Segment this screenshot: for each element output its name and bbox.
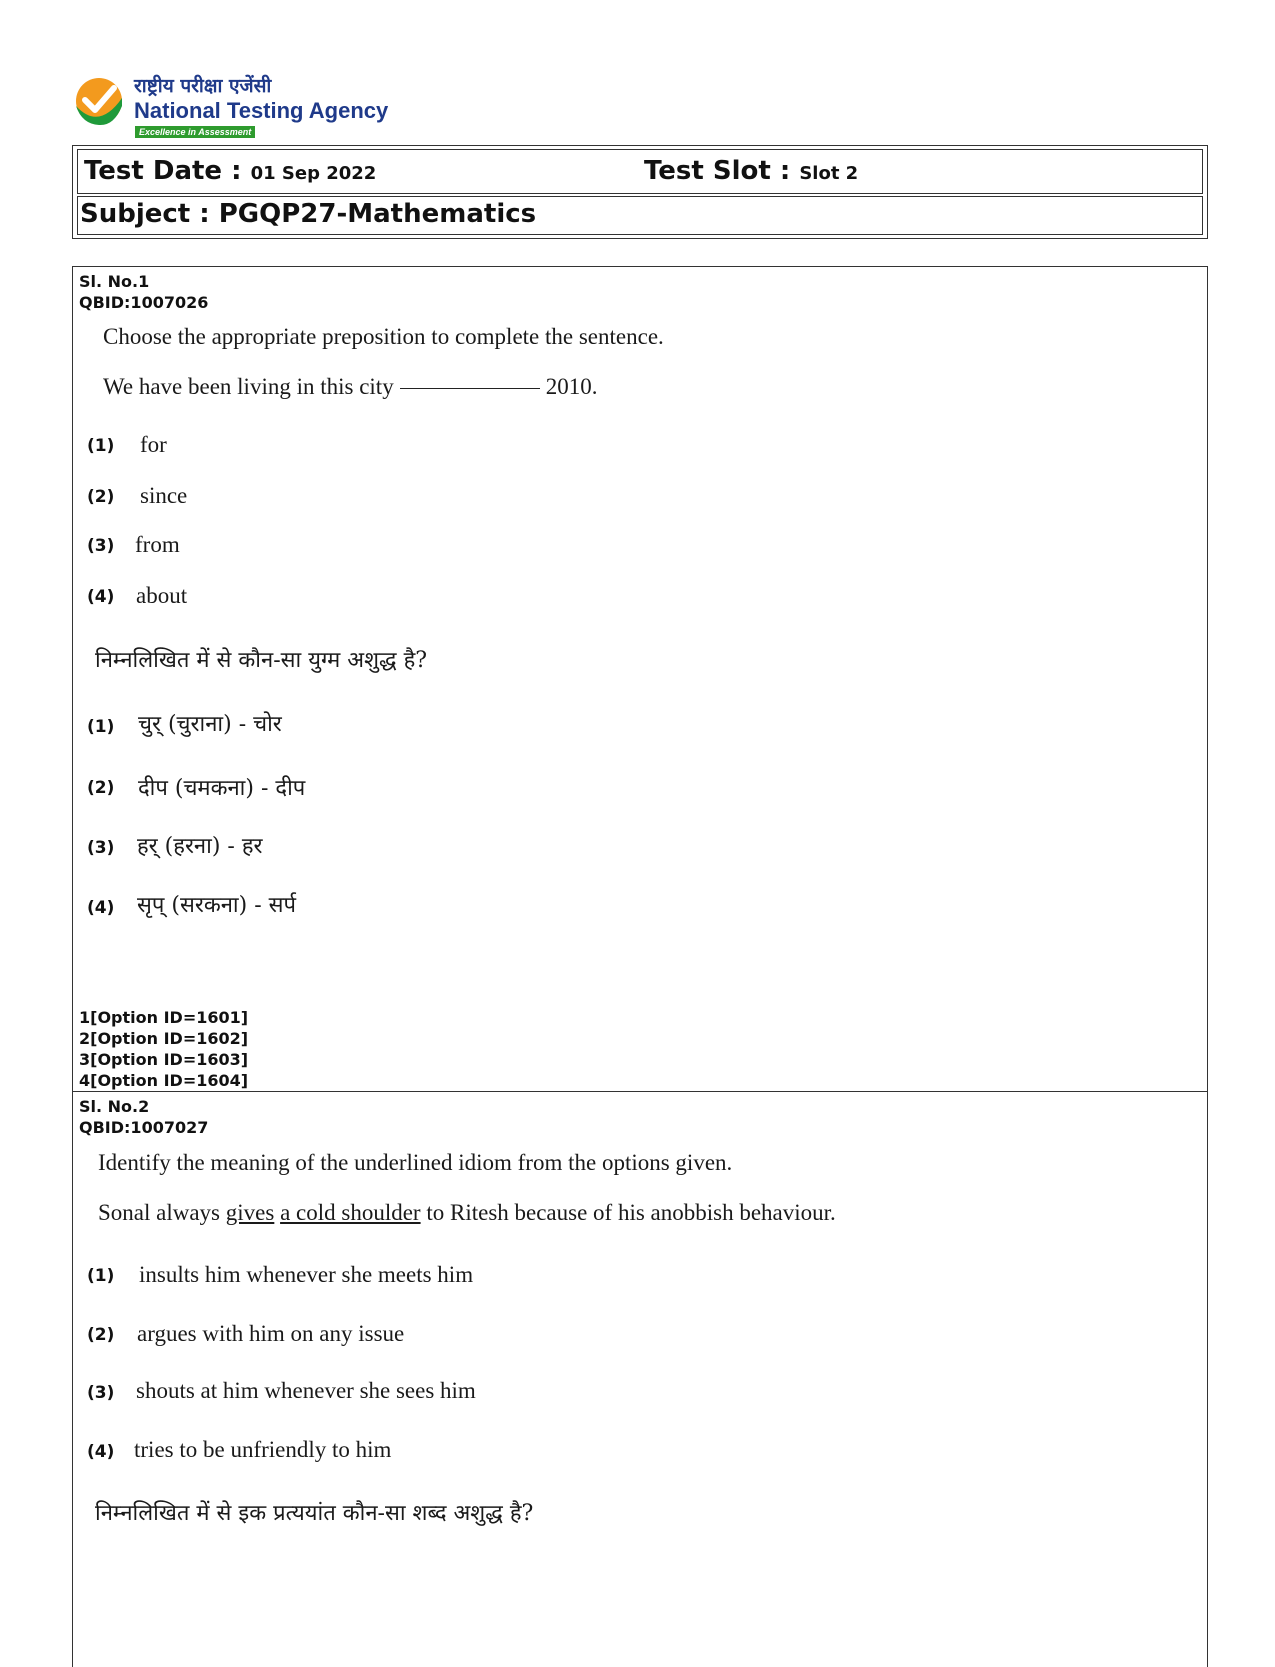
option-text: since: [140, 483, 188, 508]
org-tagline: Excellence in Assessment: [135, 126, 255, 138]
test-slot-value: Slot 2: [799, 163, 859, 184]
option-number: (3): [87, 838, 115, 858]
option-number: (2): [87, 487, 115, 507]
option-number: (1): [87, 717, 115, 737]
option-id: 4[Option ID=1604]: [79, 1071, 249, 1090]
option-text: tries to be unfriendly to him: [134, 1437, 392, 1462]
test-date-label: Test Date :: [84, 156, 242, 186]
question-divider: [73, 1091, 1207, 1092]
option-id-list: [79, 1007, 248, 1091]
question-qbid: QBID:1007027: [79, 1118, 209, 1137]
option-text-hindi: चुर् (चुराना) - चोर: [138, 712, 282, 737]
org-name-hindi: राष्ट्रीय परीक्षा एजेंसी: [134, 75, 272, 97]
nta-logo: [74, 72, 404, 142]
question-qbid: QBID:1007026: [79, 293, 209, 312]
sentence-part-1: Sonal always: [98, 1200, 221, 1225]
underlined-idiom: a cold shoulder: [280, 1200, 421, 1225]
question-2-meta: [79, 1096, 208, 1138]
question-2-sentence: [98, 1200, 836, 1226]
option-id: 3[Option ID=1603]: [79, 1050, 249, 1069]
question-sl-no: Sl. No.1: [79, 272, 150, 291]
option-text: insults him whenever she meets him: [139, 1262, 474, 1287]
sentence-after: 2010.: [545, 374, 598, 399]
option-number: (2): [87, 778, 115, 798]
test-slot-label: Test Slot :: [644, 156, 791, 186]
nta-checkmark-logo-icon: [74, 76, 124, 126]
question-2-hindi-prompt: निम्नलिखित में से इक प्रत्ययांत कौन-सा शब्द अशुद्ध है?: [95, 1501, 534, 1526]
option-text: about: [136, 583, 188, 608]
option-id: 1[Option ID=1601]: [79, 1008, 249, 1027]
test-date-value: 01 Sep 2022: [250, 163, 377, 184]
test-info-table: [72, 145, 1208, 239]
test-slot: [644, 156, 858, 186]
option-text: shouts at him whenever she sees him: [136, 1378, 476, 1403]
question-1-hindi-prompt: निम्नलिखित में से कौन-सा युग्म अशुद्ध है?: [95, 648, 428, 673]
question-1-prompt: Choose the appropriate preposition to complete the sentence.: [103, 324, 664, 349]
sentence-part-2: to Ritesh because of his anobbish behaviour.: [426, 1200, 836, 1225]
option-number: (3): [87, 1383, 115, 1403]
option-text-hindi: दीप (चमकना) - दीप: [138, 776, 306, 801]
option-text: argues with him on any issue: [137, 1321, 405, 1346]
option-number: (2): [87, 1325, 115, 1345]
questions-panel: [72, 266, 1208, 1667]
underlined-word: gives: [225, 1200, 275, 1225]
question-1-sentence: [103, 374, 597, 400]
org-name-english: National Testing Agency: [134, 98, 389, 123]
question-1-meta: [79, 271, 208, 313]
option-text-hindi: सृप् (सरकना) - सर्प: [137, 893, 296, 918]
question-2-prompt: Identify the meaning of the underlined idiom from the options given.: [98, 1150, 733, 1175]
option-text: from: [135, 532, 180, 557]
option-id: 2[Option ID=1602]: [79, 1029, 249, 1048]
test-info-row: [77, 149, 1203, 194]
option-text: for: [140, 432, 167, 457]
option-number: (3): [87, 536, 115, 556]
option-number: (4): [87, 587, 115, 607]
option-number: (4): [87, 898, 115, 918]
option-number: (4): [87, 1442, 115, 1462]
fill-blank: [400, 388, 540, 389]
question-sl-no: Sl. No.2: [79, 1097, 150, 1116]
option-number: (1): [87, 436, 115, 456]
test-date: [84, 156, 376, 186]
subject-text: Subject : PGQP27-Mathematics: [80, 199, 537, 229]
sentence-before: We have been living in this city: [103, 374, 394, 399]
option-number: (1): [87, 1266, 115, 1286]
option-text-hindi: हर् (हरना) - हर: [137, 834, 263, 859]
subject-row: [77, 196, 1203, 235]
